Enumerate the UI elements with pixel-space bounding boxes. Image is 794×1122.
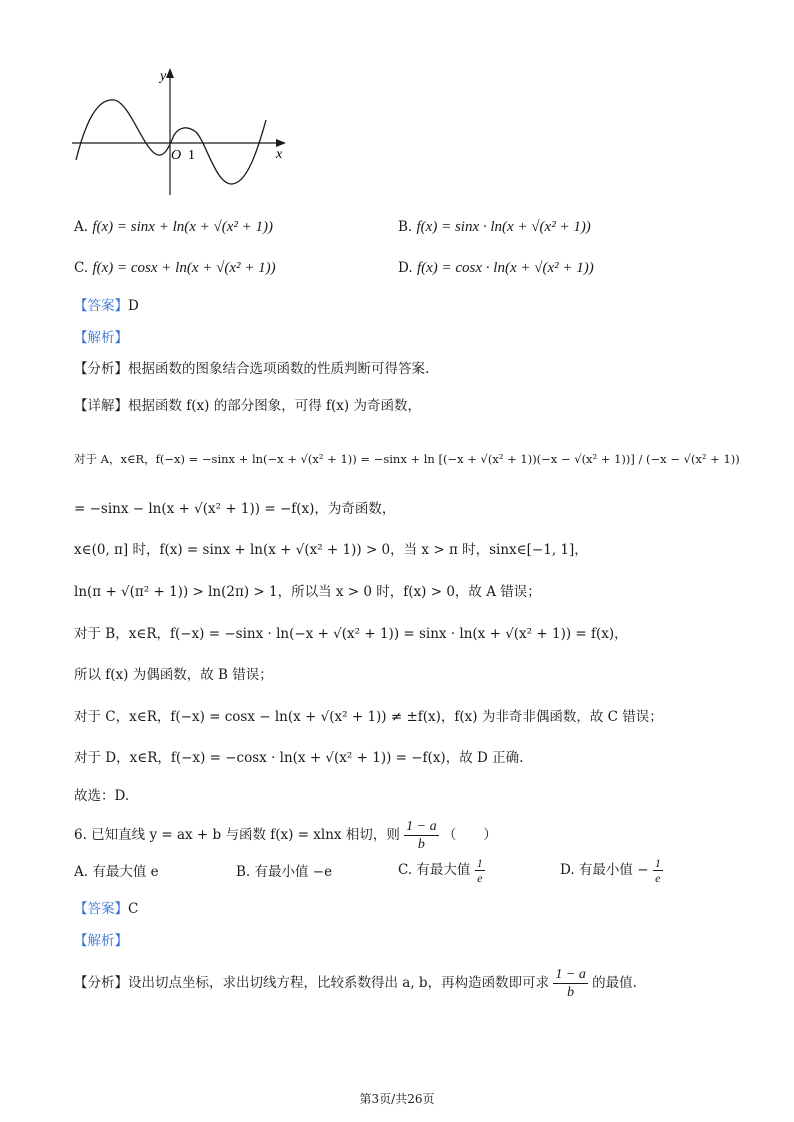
x-axis-label: x [276,147,283,162]
q6-option-a [74,862,159,882]
answer-value: C [128,901,139,917]
derivation-line-5: 对于 B，x∈R，f(−x) = −sinx · ln(−x + √(x² + 1)) = sinx · ln(x + √(x² + 1)) = f(x)， [74,626,628,642]
origin-label: O [171,148,182,163]
derivation-line-8: 对于 D，x∈R，f(−x) = −cosx · ln(x + √(x² + 1)) = −f(x)，故 D 正确. [74,750,524,766]
tick-label-1: 1 [188,148,195,163]
q6-option-text: A. 有最大值 e [74,864,159,880]
q6-option-c-fraction [475,856,485,885]
frac-den: b [567,985,575,1000]
frac-num: 1 [654,856,661,870]
option-letter: D. [398,260,413,276]
question-6-stem [74,818,497,853]
answer-tag: 【答案】 [74,901,128,917]
q6-option-text: C. 有最大值 [398,862,471,878]
derivation-line-2: = −sinx − ln(x + √(x² + 1)) = −f(x)，为奇函数， [74,501,396,517]
frac-den: e [655,871,661,885]
derivation-line-4: ln(π + √(π² + 1)) > ln(2π) > 1，所以当 x > 0 时，f(x) > 0，故 A 错误； [74,584,541,600]
derivation-line-9: 故选：D. [74,788,130,804]
xiangjie-tag: 【详解】 [74,398,128,414]
xiangjie-text: 根据函数 f(x) 的部分图象，可得 f(x) 为奇函数， [128,398,421,414]
answer-q5 [74,296,139,316]
option-c [74,258,276,278]
q6-frac-num: 1 − a [406,819,437,834]
function-curve [76,100,266,184]
fenxi-text-end: 的最值. [592,975,637,991]
derivation-line-1: 对于 A，x∈R，f(−x) = −sinx + ln(−x + √(x² + 1)) = −sinx + ln [(−x + √(x² + 1))(−x − √(x² + 1))] / (−x − √(x² + 1)) [74,452,740,466]
q6-stem-paren: （ ） [442,827,497,843]
fenxi-tag: 【分析】 [74,361,128,377]
fenxi-q5 [74,359,429,379]
xiangjie-line [74,396,421,416]
page-footer: 第3页/共26页 [359,1092,435,1106]
frac-num: 1 − a [555,967,586,982]
option-expr: f(x) = sinx · ln(x + √(x² + 1)) [416,219,591,235]
fenxi-tag: 【分析】 [74,975,128,991]
derivation-line-3: x∈(0, π] 时，f(x) = sinx + ln(x + √(x² + 1)) > 0，当 x > π 时，sinx∈[−1, 1]， [74,542,588,558]
q6-option-text: B. 有最小值 −e [236,864,333,880]
fenxi-q6 [74,966,637,1001]
frac-num: 1 [476,856,483,870]
option-expr: f(x) = sinx + ln(x + √(x² + 1)) [92,219,274,235]
q6-fraction [404,818,438,853]
answer-value: D [128,298,139,314]
analysis-tag: 【解析】 [74,330,128,346]
option-expr: f(x) = cosx + ln(x + √(x² + 1)) [92,260,276,276]
fenxi-text: 根据函数的图象结合选项函数的性质判断可得答案. [128,361,430,377]
function-graph [60,60,290,200]
option-letter: C. [74,260,89,276]
q6-option-d [560,856,663,885]
analysis-tag: 【解析】 [74,933,128,949]
q6-option-d-fraction [653,856,663,885]
analysis-heading [74,328,128,348]
fenxi-text: 设出切点坐标，求出切线方程，比较系数得出 a, b，再构造函数即可求 [128,975,550,991]
y-axis-label: y [160,69,167,84]
x-axis-arrow [276,139,286,147]
q6-option-text: D. 有最小值 − [560,862,649,878]
analysis-heading-q6 [74,931,128,951]
q6-option-c [398,856,485,885]
answer-tag: 【答案】 [74,298,128,314]
option-d [398,258,594,278]
derivation-line-6: 所以 f(x) 为偶函数，故 B 错误； [74,667,273,683]
option-a [74,217,273,237]
option-b [398,217,591,237]
q6-frac-den: b [417,837,425,852]
option-expr: f(x) = cosx · ln(x + √(x² + 1)) [416,260,594,276]
q6-option-b [236,862,332,882]
answer-q6 [74,899,138,919]
option-letter: B. [398,219,413,235]
fenxi-fraction [553,966,587,1001]
y-axis-arrow [166,68,174,78]
frac-den: e [477,871,483,885]
q6-stem-text: 6. 已知直线 y = ax + b 与函数 f(x) = xlnx 相切，则 [74,827,400,843]
option-letter: A. [74,219,89,235]
derivation-line-7: 对于 C，x∈R，f(−x) = cosx − ln(x + √(x² + 1)) ≠ ±f(x)，f(x) 为非奇非偶函数，故 C 错误； [74,709,663,725]
